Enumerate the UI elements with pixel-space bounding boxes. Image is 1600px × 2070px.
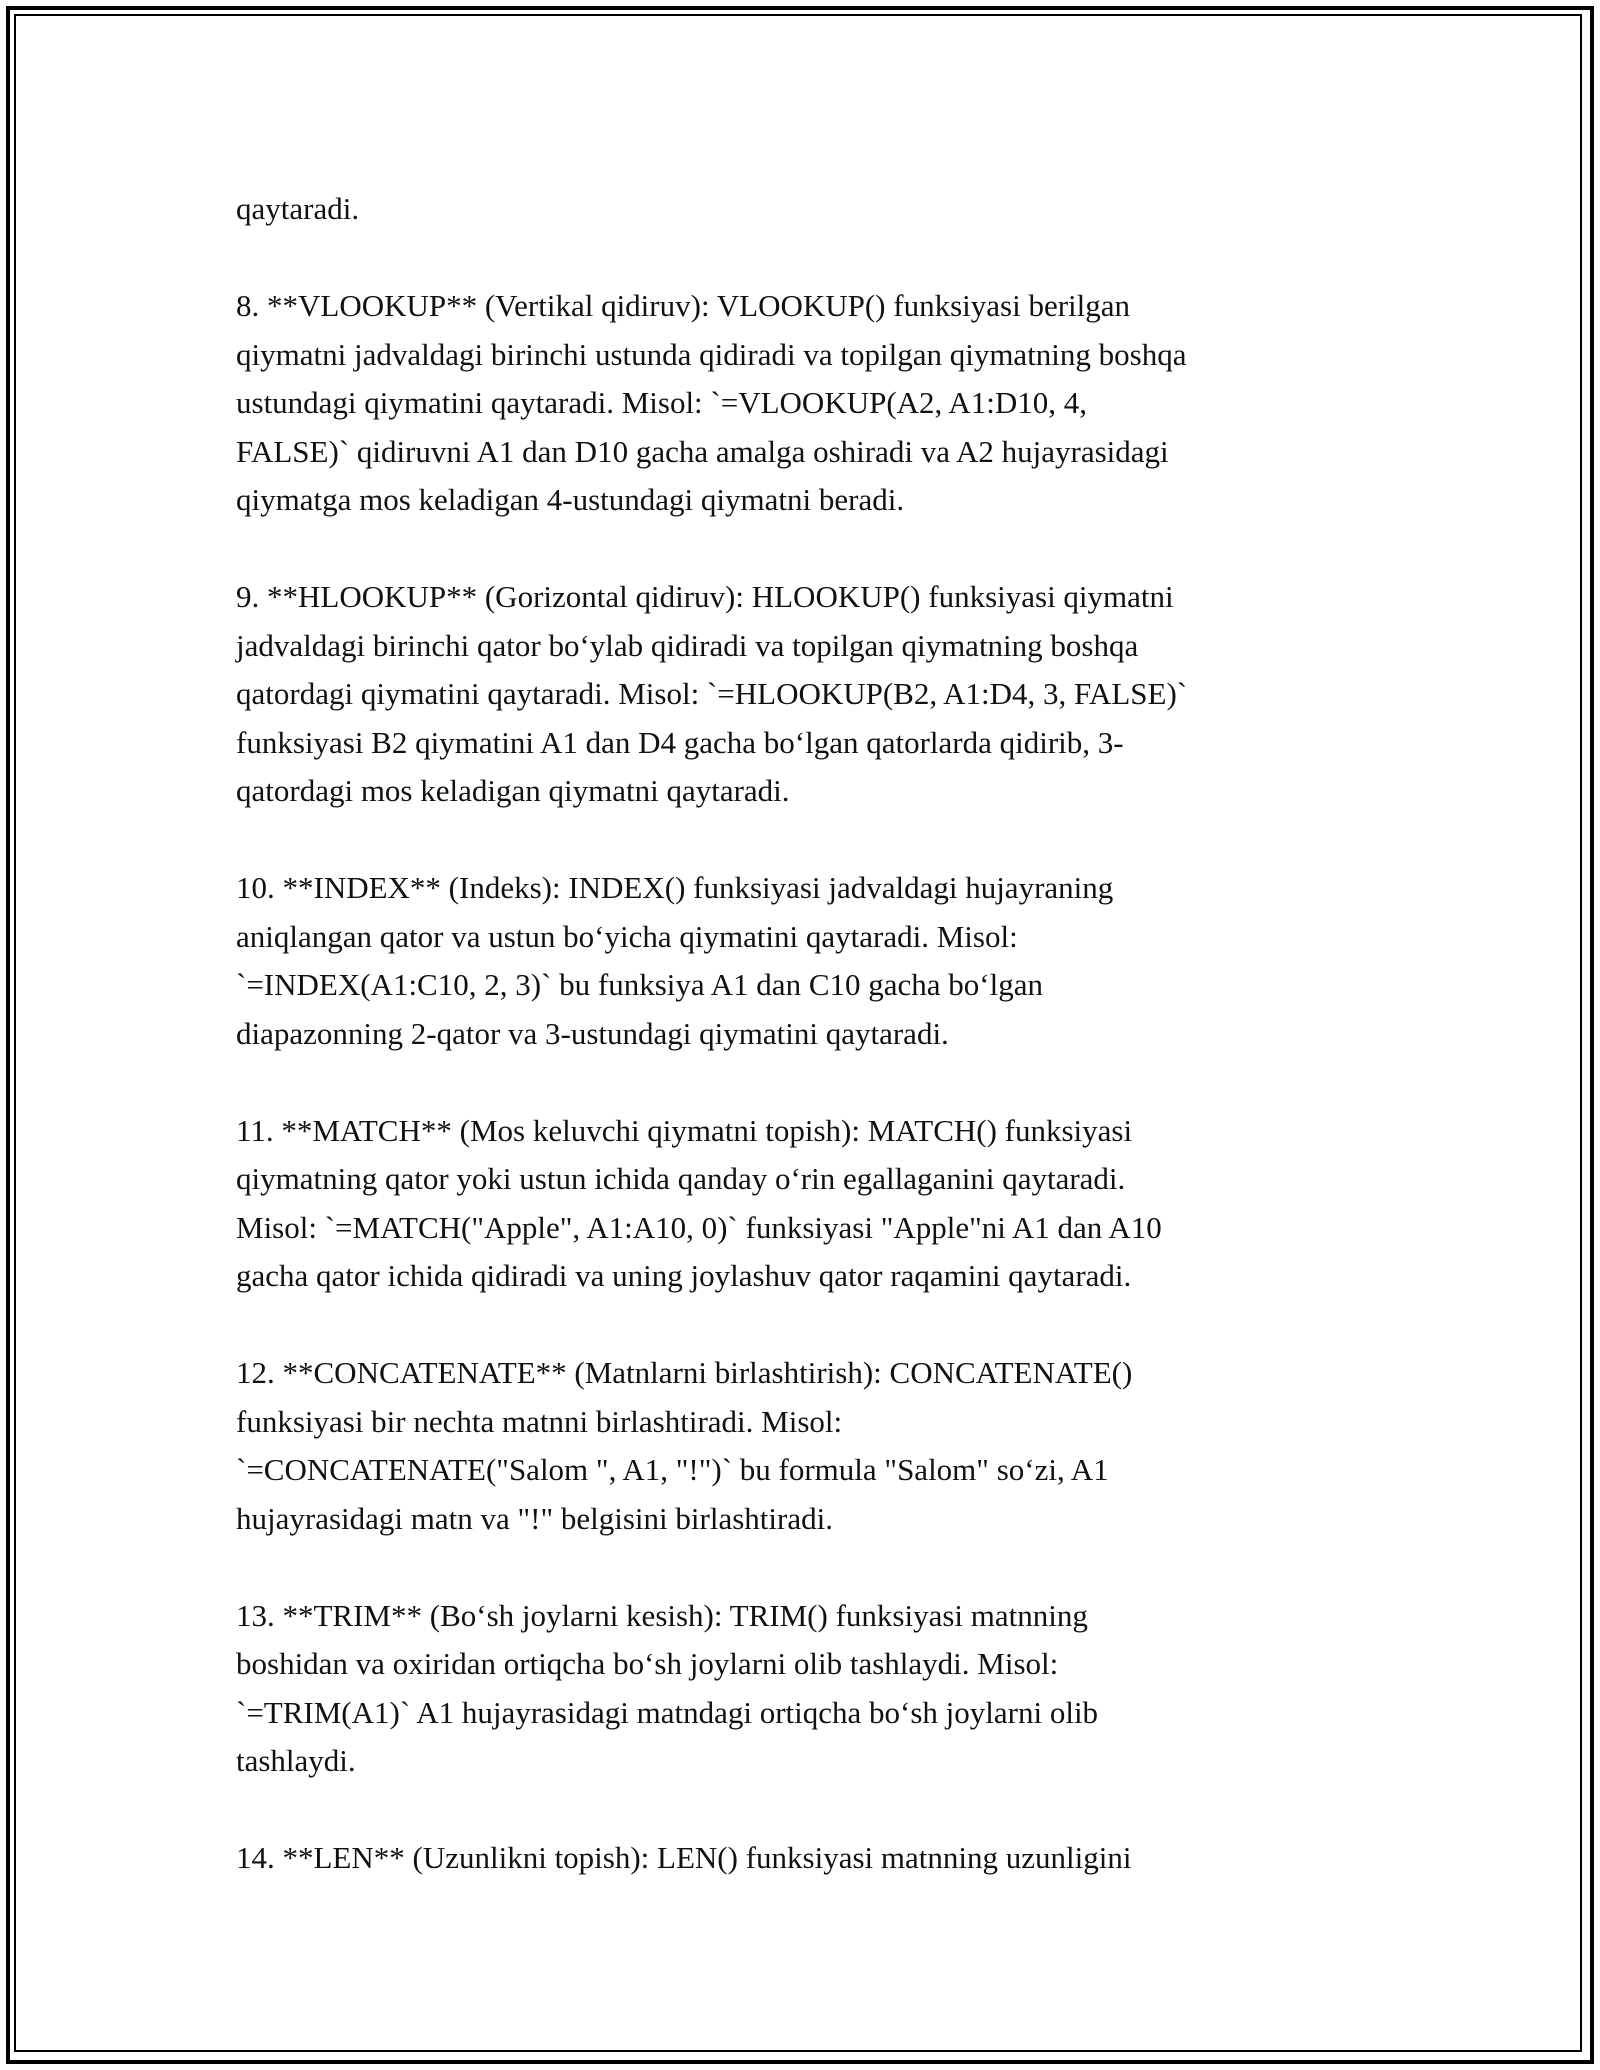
text-line: tashlaydi. [236, 1743, 356, 1778]
text-line: hujayrasidagi matn va "!" belgisini birlashtiradi. [236, 1500, 833, 1536]
text-line: funksiyasi B2 qiymatini A1 dan D4 gacha bo‘lgan qatorlarda qidirib, 3- [236, 724, 1124, 760]
text-line: 14. **LEN** (Uzunlikni topish): LEN() funksiyasi matnning uzunligini [236, 1840, 1132, 1875]
text-line: boshidan va oxiridan ortiqcha bo‘sh joylarni olib tashlaydi. Misol: [236, 1646, 1059, 1681]
text-line: diapazonning 2-qator va 3-ustundagi qiymatini qaytaradi. [236, 1015, 949, 1051]
text-line: qiymatning qator yoki ustun ichida qanday o‘rin egallaganini qaytaradi. [236, 1161, 1126, 1196]
paragraph-gap [236, 1058, 1386, 1107]
paragraph-trim [236, 1592, 1386, 1786]
text-line: funksiyasi bir nechta matnni birlashtiradi. Misol: [236, 1403, 843, 1439]
paragraph-match [236, 1107, 1386, 1301]
paragraph-len [236, 1834, 1386, 1883]
text-line: qiymatni jadvaldagi birinchi ustunda qidiradi va topilgan qiymatning boshqa [236, 336, 1187, 372]
text-line: 9. **HLOOKUP** (Gorizontal qidiruv): HLOOKUP() funksiyasi qiymatni [236, 579, 1174, 614]
paragraph-gap [236, 525, 1386, 574]
paragraph-continuation [236, 185, 1386, 234]
text-line: qiymatga mos keladigan 4-ustundagi qiymatni beradi. [236, 482, 905, 517]
paragraph-gap [236, 1301, 1386, 1350]
text-line: qatordagi qiymatini qaytaradi. Misol: `=HLOOKUP(B2, A1:D4, 3, FALSE)` [236, 676, 1188, 711]
text-line: gacha qator ichida qidiradi va uning joylashuv qator raqamini qaytaradi. [236, 1258, 1132, 1293]
text-line: `=INDEX(A1:C10, 2, 3)` bu funksiya A1 dan C10 gacha bo‘lgan [236, 967, 1043, 1002]
text-line: 10. **INDEX** (Indeks): INDEX() funksiyasi jadvaldagi hujayraning [236, 870, 1114, 905]
paragraph-hlookup [236, 573, 1386, 816]
paragraph-index [236, 864, 1386, 1058]
text-line: `=CONCATENATE("Salom ", A1, "!")` bu formula "Salom" so‘zi, A1 [236, 1452, 1109, 1487]
text-line: `=TRIM(A1)` A1 hujayrasidagi matndagi ortiqcha bo‘sh joylarni olib [236, 1694, 1099, 1730]
text-line: Misol: `=MATCH("Apple", A1:A10, 0)` funksiyasi "Apple"ni A1 dan A10 [236, 1209, 1162, 1245]
document-body [236, 185, 1386, 1883]
text-line: FALSE)` qidiruvni A1 dan D10 gacha amalga oshiradi va A2 hujayrasidagi [236, 433, 1169, 469]
paragraph-concatenate [236, 1349, 1386, 1543]
text-line: 11. **MATCH** (Mos keluvchi qiymatni topish): MATCH() funksiyasi [236, 1112, 1133, 1148]
paragraph-gap [236, 1543, 1386, 1592]
paragraph-gap [236, 234, 1386, 283]
text-line: 8. **VLOOKUP** (Vertikal qidiruv): VLOOKUP() funksiyasi berilgan [236, 288, 1131, 323]
text-line: qaytaradi. [236, 191, 360, 226]
text-line: jadvaldagi birinchi qator bo‘ylab qidiradi va topilgan qiymatning boshqa [236, 627, 1139, 663]
paragraph-gap [236, 1786, 1386, 1835]
text-line: qatordagi mos keladigan qiymatni qaytaradi. [236, 773, 790, 808]
text-line: 13. **TRIM** (Bo‘sh joylarni kesish): TRIM() funksiyasi matnning [236, 1597, 1088, 1633]
paragraph-gap [236, 816, 1386, 865]
text-line: 12. **CONCATENATE** (Matnlarni birlashtirish): CONCATENATE() [236, 1355, 1133, 1390]
paragraph-vlookup [236, 282, 1386, 525]
text-line: aniqlangan qator va ustun bo‘yicha qiymatini qaytaradi. Misol: [236, 918, 1018, 954]
text-line: ustundagi qiymatini qaytaradi. Misol: `=VLOOKUP(A2, A1:D10, 4, [236, 385, 1087, 420]
